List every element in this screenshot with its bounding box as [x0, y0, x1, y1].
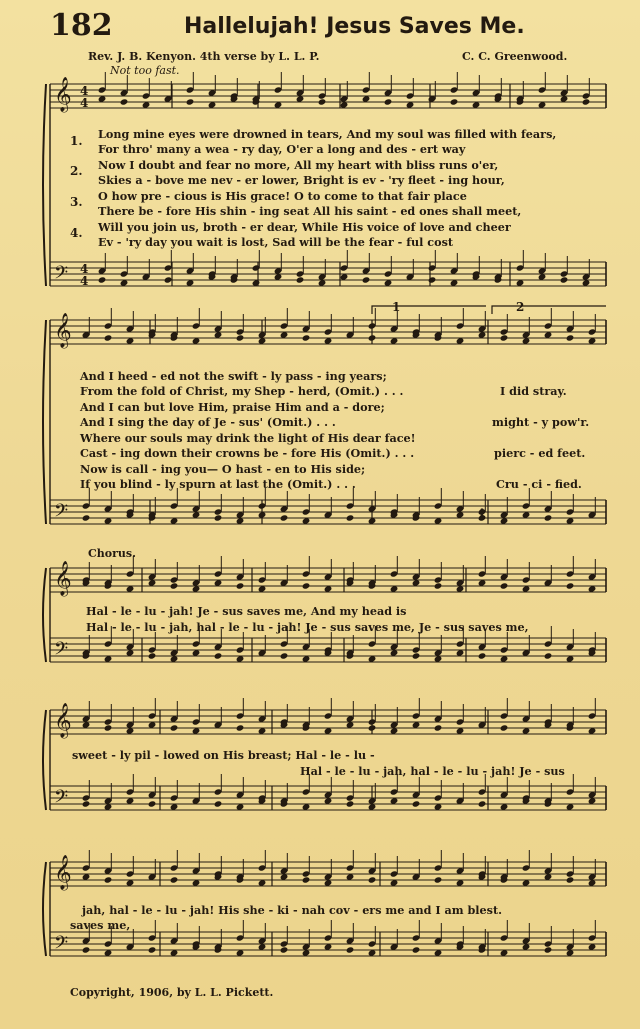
repeat-dot — [480, 334, 483, 337]
lyric-line: Skies a - bove me nev - er lower, Bright is ev - 'ry fleet - ing hour, — [98, 173, 505, 187]
note-head — [82, 800, 91, 807]
lyric-line: Cast - ing down their crowns be - fore His (Omit.) . . . — [80, 446, 415, 460]
note-head — [478, 652, 487, 659]
note-head — [170, 876, 179, 883]
second-ending-lyric: Cru - ci - fied. — [496, 477, 582, 491]
note-head — [296, 276, 305, 283]
verse-number: 4. — [70, 226, 83, 240]
second-ending-lyric: I did stray. — [500, 384, 567, 398]
note-head — [500, 724, 509, 731]
note-head — [148, 652, 157, 659]
lyric-line: And I heed - ed not the swift - ly pass - ing years; — [80, 369, 387, 383]
chorus-lower-lyric: Hal - le - lu - jah, hal - le - lu - jah! Je - sus saves me, Je - sus saves me, — [86, 620, 529, 634]
lyric-line: There be - fore His shin - ing seat All his saint - ed ones shall meet, — [98, 204, 522, 218]
note-head — [500, 582, 509, 589]
note-head — [302, 582, 311, 589]
second-ending-lyric: pierc - ed feet. — [494, 446, 586, 460]
note-head — [280, 514, 289, 521]
note-head — [544, 514, 553, 521]
note-head — [214, 514, 223, 521]
lyric-line: Now I doubt and fear no more, All my heart with bliss runs o'er, — [98, 158, 499, 172]
time-signature: 4 — [80, 262, 89, 276]
lyric-line: And I can but love Him, praise Him and a - dore; — [80, 400, 385, 414]
system-brace — [43, 862, 46, 956]
note-head — [478, 800, 487, 807]
time-signature: 4 — [80, 274, 89, 288]
note-head — [412, 800, 421, 807]
tempo-marking: Not too fast. — [110, 64, 180, 77]
note-head — [566, 582, 575, 589]
second-ending-lyric: might - y pow'r. — [492, 415, 590, 429]
chorus-upper-lyric: sweet - ly pil - lowed on His breast; Hal - le - lu - — [72, 748, 375, 762]
note-head — [318, 98, 327, 105]
note-head — [104, 724, 113, 731]
treble-clef: 𝄞 — [54, 703, 72, 738]
note-head — [346, 946, 355, 953]
note-head — [170, 582, 179, 589]
note-head — [170, 724, 179, 731]
note-head — [186, 98, 195, 105]
system-brace — [43, 84, 46, 286]
verse-number: 3. — [70, 195, 83, 209]
chorus-upper-lyric: Hal - le - lu - jah! Je - sus saves me, And my head is — [86, 604, 407, 618]
time-signature: 4 — [80, 96, 89, 110]
time-signature: 4 — [80, 84, 89, 98]
note-head — [148, 800, 157, 807]
note-head — [428, 276, 437, 283]
note-head — [214, 652, 223, 659]
lyric-line: From the fold of Christ, my Shep - herd, (Omit.) . . . — [80, 384, 404, 398]
first-ending-number: 1 — [392, 300, 401, 314]
first-ending-bracket — [372, 306, 486, 314]
repeat-dot — [480, 508, 483, 511]
note-head — [104, 876, 113, 883]
lyric-line: Now is call - ing you— O hast - en to His side; — [80, 462, 366, 476]
note-head — [566, 334, 575, 341]
chorus-lower-lyric: Hal - le - lu - jah, hal - le - lu - jah! Je - sus — [300, 764, 565, 778]
second-ending-bracket — [492, 306, 606, 314]
chorus-upper-lyric: jah, hal - le - lu - jah! His she - ki - nah cov - ers me and I am blest. — [82, 903, 503, 917]
note-head — [450, 98, 459, 105]
treble-clef: 𝄞 — [54, 77, 72, 112]
chorus-label: Chorus. — [88, 547, 136, 560]
lyric-line: If you blind - ly spurn at last the (Omit.) . . . — [80, 477, 356, 491]
hymn-number: 182 — [50, 8, 113, 43]
note-head — [412, 946, 421, 953]
bass-clef: 𝄢 — [54, 263, 69, 288]
second-ending-number: 2 — [516, 300, 525, 314]
bass-clef: 𝄢 — [54, 639, 69, 664]
treble-clef: 𝄞 — [54, 313, 72, 348]
note-head — [104, 334, 113, 341]
note-head — [302, 334, 311, 341]
repeat-dot — [480, 328, 483, 331]
system-brace — [43, 320, 46, 524]
note-head — [368, 334, 377, 341]
note-head — [302, 876, 311, 883]
note-head — [434, 724, 443, 731]
lyric-line: For thro' many a wea - ry day, O'er a long and des - ert way — [98, 142, 466, 156]
lyric-line: And I sing the day of Je - sus' (Omit.) . . . — [80, 415, 336, 429]
note-head — [544, 652, 553, 659]
note-head — [214, 800, 223, 807]
note-head — [82, 514, 91, 521]
note-head — [362, 276, 371, 283]
note-head — [236, 334, 245, 341]
note-head — [566, 876, 575, 883]
chorus-lower-lyric: saves me, — [70, 918, 131, 932]
note-head — [560, 276, 569, 283]
system-brace — [43, 710, 46, 810]
note-head — [412, 652, 421, 659]
bass-clef: 𝄢 — [54, 933, 69, 958]
lyric-line: Where our souls may drink the light of His dear face! — [80, 431, 416, 445]
note-head — [346, 514, 355, 521]
note-head — [434, 876, 443, 883]
verse-number: 1. — [70, 134, 83, 148]
bass-clef: 𝄢 — [54, 787, 69, 812]
note-head — [500, 334, 509, 341]
lyric-line: O how pre - cious is His grace! O to come to that fair place — [98, 189, 467, 203]
note-head — [544, 946, 553, 953]
note-head — [346, 800, 355, 807]
words-credit: Rev. J. B. Kenyon. 4th verse by L. L. P. — [88, 50, 320, 63]
note-head — [280, 652, 289, 659]
verse-number: 2. — [70, 164, 83, 178]
note-head — [236, 724, 245, 731]
note-head — [98, 276, 107, 283]
system-brace — [43, 568, 46, 662]
note-head — [582, 98, 591, 105]
lyric-line: Will you join us, broth - er dear, While His voice of love and cheer — [98, 220, 511, 234]
note-head — [368, 724, 377, 731]
bass-clef: 𝄢 — [54, 501, 69, 526]
note-head — [384, 98, 393, 105]
hymn-title: Hallelujah! Jesus Saves Me. — [184, 14, 525, 39]
note-head — [164, 276, 173, 283]
treble-clef: 𝄞 — [54, 855, 72, 890]
copyright-notice: Copyright, 1906, by L. L. Pickett. — [70, 986, 274, 999]
music-credit: C. C. Greenwood. — [462, 50, 568, 63]
note-head — [120, 98, 129, 105]
note-head — [82, 946, 91, 953]
note-head — [148, 946, 157, 953]
lyric-line: Ev - 'ry day you wait is lost, Sad will be the fear - ful cost — [98, 235, 454, 249]
treble-clef: 𝄞 — [54, 561, 72, 596]
note-head — [236, 582, 245, 589]
note-head — [368, 876, 377, 883]
note-head — [434, 582, 443, 589]
lyric-line: Long mine eyes were drowned in tears, And my soul was filled with fears, — [98, 127, 557, 141]
note-head — [280, 946, 289, 953]
repeat-dot — [480, 514, 483, 517]
